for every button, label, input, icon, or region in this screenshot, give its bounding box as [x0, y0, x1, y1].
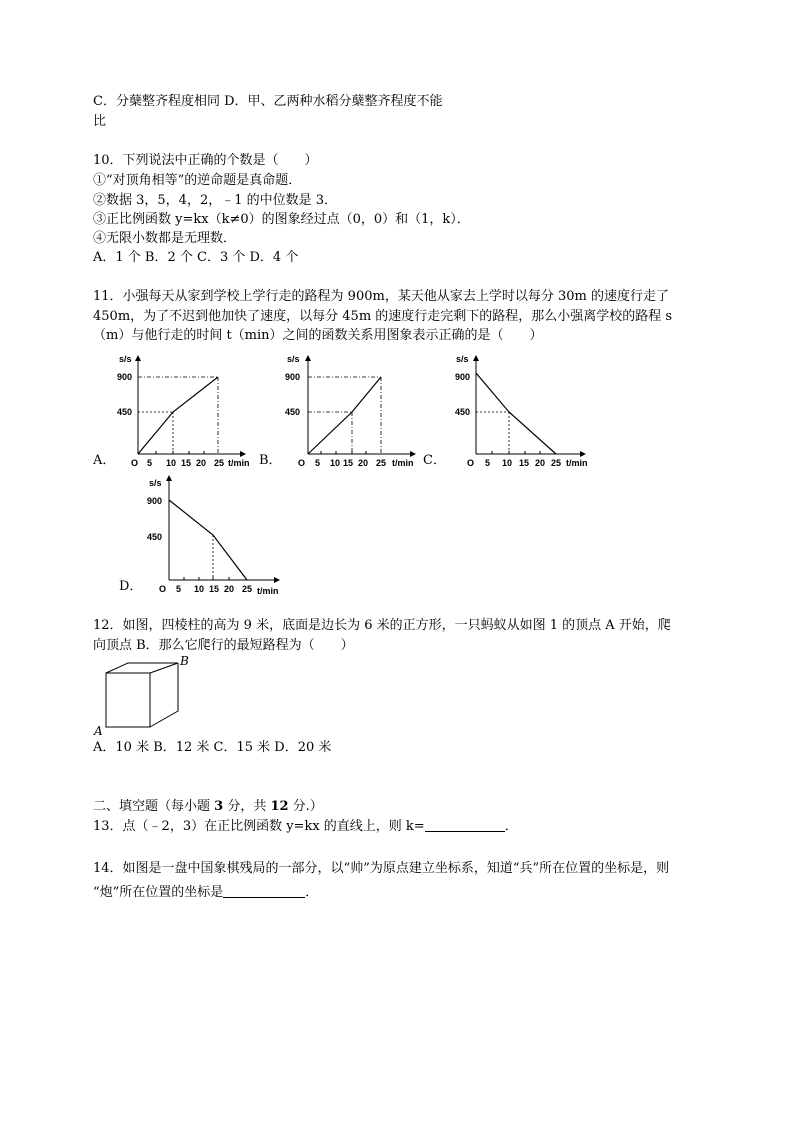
q14-text: “炮”所在位置的坐标是	[93, 885, 224, 900]
origin-label: O	[298, 458, 306, 468]
q12-prism-figure	[90, 655, 200, 741]
q12-line1: 12．如图，四棱柱的高为 9 米，底面是边长为 6 米的正方形，一只蚂蚁从如图 1 的顶点 A 开始，爬	[93, 618, 671, 633]
tick-900: 900	[117, 372, 133, 382]
q11-line2: 450m，为了不迟到他加快了速度，以每分 45m 的速度行走完剩下的路程，那么小强离学校的路程 s	[93, 309, 673, 324]
graph-line	[476, 373, 556, 454]
tick-10: 10	[330, 458, 341, 468]
tick-450: 450	[147, 532, 163, 542]
q10-item-1: ①“对顶角相等”的逆命题是真命题．	[93, 173, 302, 188]
q13-end: ．	[504, 819, 518, 834]
section2-heading-pre: 二、填空题（每小题	[93, 799, 215, 814]
q11-graph-d	[119, 472, 289, 598]
q11-graph-c	[423, 350, 593, 474]
q12-line2: 向顶点 B．那么它爬行的最短路程为（ ）	[93, 638, 354, 653]
section2-heading-mid: 分，共	[223, 799, 271, 814]
q14-end: ．	[305, 885, 319, 900]
origin-label: O	[159, 584, 167, 594]
tick-20: 20	[358, 458, 369, 468]
tick-15: 15	[181, 458, 192, 468]
prism-top-face	[106, 663, 178, 673]
q14-line1: 14．如图是一盘中国象棋残局的一部分，以“帅”为原点建立坐标系，知道“兵”所在位置的坐标是，则	[93, 861, 670, 876]
tick-15: 15	[209, 584, 220, 594]
tick-900: 900	[285, 372, 301, 382]
q10-item-2: ②数据 3，5，4，2，﹣1 的中位数是 3．	[93, 193, 338, 208]
graph-line	[308, 377, 381, 454]
option-c-label: C．	[423, 453, 446, 468]
x-axis-label: t/min	[566, 458, 588, 468]
q13-answer-blank[interactable]	[425, 818, 505, 832]
tick-10: 10	[166, 458, 177, 468]
tick-15: 15	[519, 458, 530, 468]
tick-15: 15	[343, 458, 354, 468]
q13-line	[93, 818, 518, 836]
q10-stem: 10．下列说法中正确的个数是（ ）	[93, 153, 318, 168]
q14-line2	[93, 884, 318, 902]
tick-5: 5	[147, 458, 153, 468]
graph-line	[169, 500, 247, 580]
q9-line1: C．分蘖整齐程度相同 D．甲、乙两种水稻分蘖整齐程度不能	[93, 94, 443, 109]
vertex-b-label: B	[180, 654, 189, 668]
y-axis-label: s/s	[119, 354, 132, 364]
tick-20: 20	[535, 458, 546, 468]
y-axis-label: s/s	[456, 354, 469, 364]
tick-5: 5	[485, 458, 491, 468]
tick-25: 25	[376, 458, 387, 468]
tick-25: 25	[214, 458, 225, 468]
q10-item-4: ④无限小数都是无理数．	[93, 231, 237, 246]
tick-450: 450	[285, 407, 301, 417]
tick-450: 450	[117, 407, 133, 417]
q12-options: A．10 米 B．12 米 C．15 米 D．20 米	[93, 740, 332, 755]
x-axis-label: t/min	[257, 586, 279, 596]
option-a-label: A．	[93, 453, 116, 468]
section2-points-each: 3	[214, 799, 224, 814]
prism-front-face	[106, 673, 150, 727]
tick-25: 25	[551, 458, 562, 468]
tick-25: 25	[242, 584, 253, 594]
y-axis-label: s/s	[287, 354, 300, 364]
section2-heading	[93, 798, 323, 816]
vertex-a-label: A	[94, 724, 103, 738]
tick-900: 900	[147, 496, 163, 506]
section2-heading-post: 分.）	[288, 799, 323, 814]
q11-line3: （m）与他行走的时间 t（min）之间的函数关系用图象表示正确的是（ ）	[93, 328, 543, 343]
option-b-label: B．	[259, 453, 282, 468]
origin-label: O	[131, 458, 139, 468]
q10-item-3: ③正比例函数 y=kx（k≠0）的图象经过点（0，0）和（1，k）．	[93, 212, 470, 227]
tick-5: 5	[315, 458, 321, 468]
q11-graph-a	[93, 350, 253, 474]
q13-text: 13．点（﹣2，3）在正比例函数 y=kx 的直线上，则 k=	[93, 819, 425, 834]
y-axis-label: s/s	[149, 478, 162, 488]
tick-5: 5	[176, 584, 182, 594]
prism-side-face	[150, 663, 178, 727]
option-d-label: D．	[119, 579, 143, 594]
tick-20: 20	[224, 584, 235, 594]
q11-line1: 11．小强每天从家到学校上学行走的路程为 900m，某天他从家去上学时以每分 30m 的速度行走了	[93, 289, 669, 304]
tick-450: 450	[455, 407, 471, 417]
q11-graph-b	[255, 350, 420, 474]
tick-10: 10	[194, 584, 205, 594]
x-axis-label: t/min	[228, 458, 250, 468]
tick-10: 10	[502, 458, 513, 468]
section2-points-total: 12	[270, 799, 289, 814]
q14-answer-blank[interactable]	[223, 884, 305, 898]
tick-20: 20	[196, 458, 207, 468]
q9-line2: 比	[93, 114, 107, 129]
q10-options: A．1 个 B．2 个 C．3 个 D．4 个	[93, 250, 299, 265]
x-axis-label: t/min	[392, 458, 414, 468]
origin-label: O	[467, 458, 475, 468]
tick-900: 900	[455, 372, 471, 382]
graph-line	[138, 377, 218, 454]
